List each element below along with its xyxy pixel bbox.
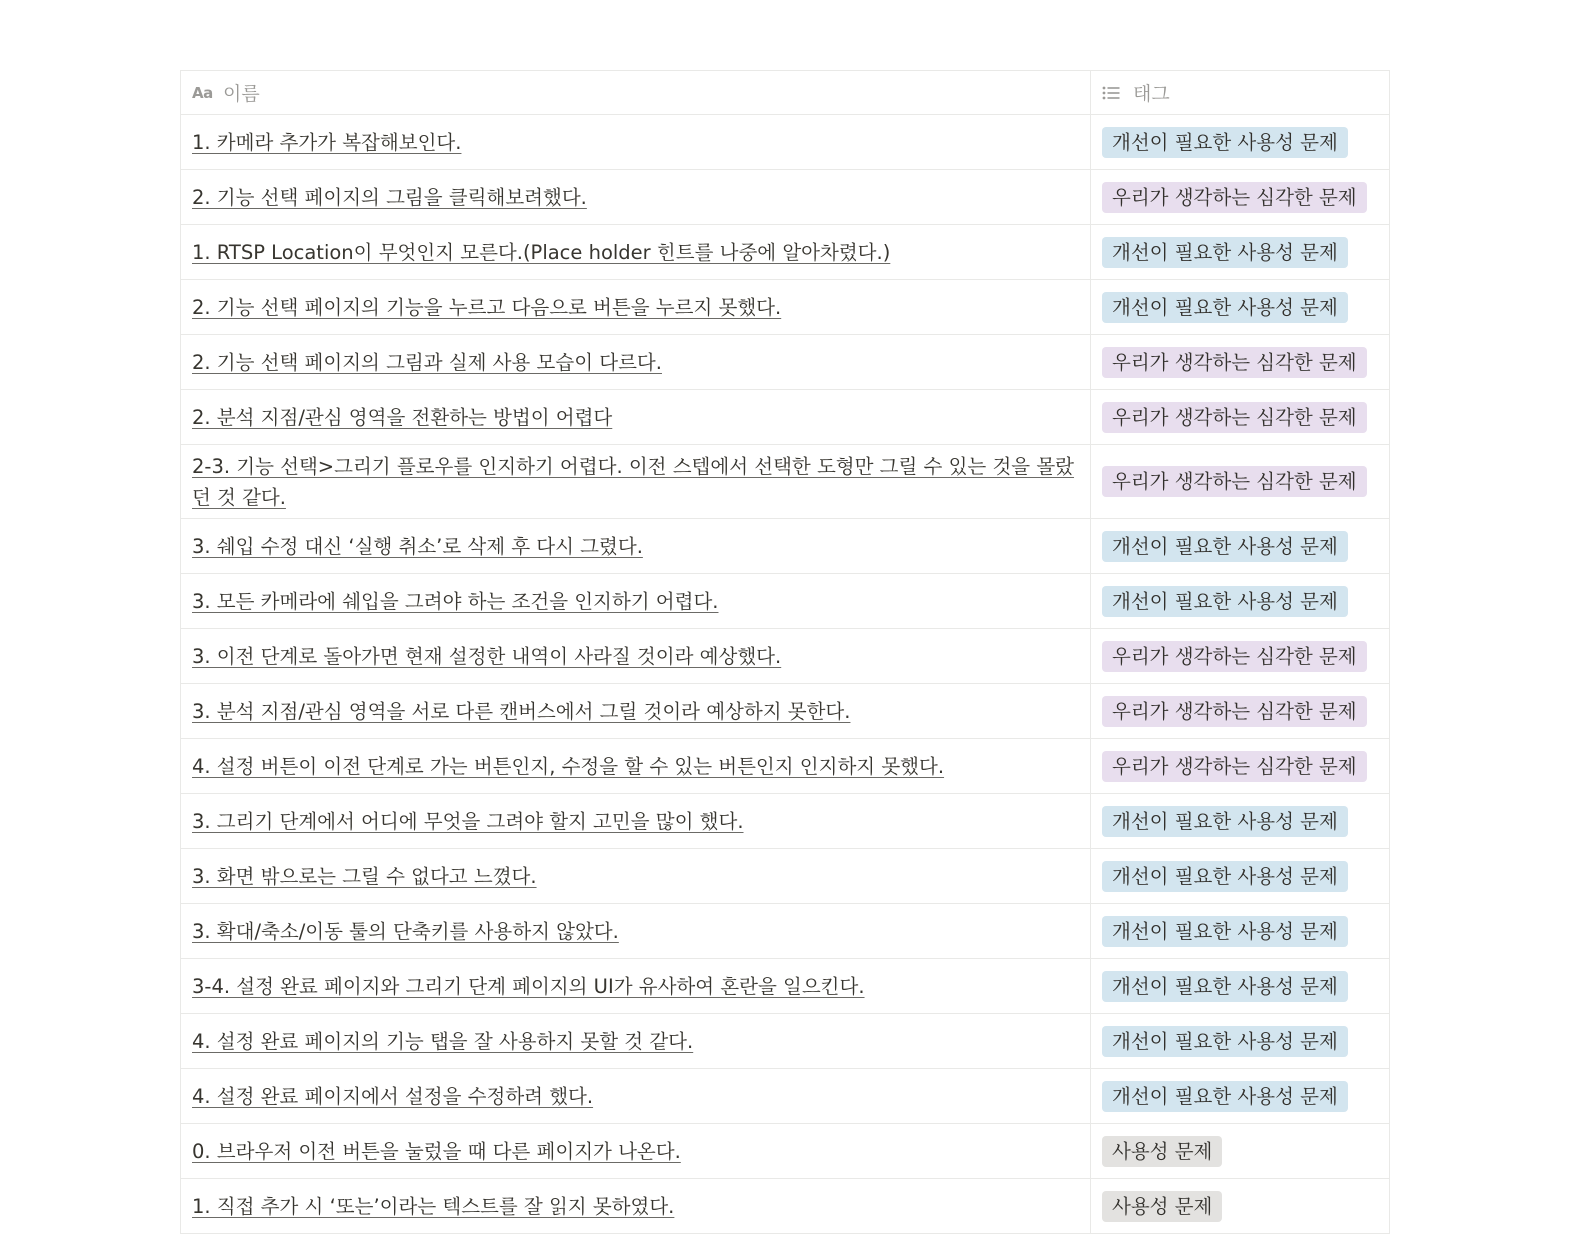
row-tag-cell[interactable] [1091,904,1387,958]
row-name-cell [181,794,1091,848]
tag-badge: 개선이 필요한 사용성 문제 [1102,806,1348,837]
tag-badge: 개선이 필요한 사용성 문제 [1102,237,1348,268]
row-title-link[interactable]: 3. 쉐입 수정 대신 ‘실행 취소’로 삭제 후 다시 그렸다. [192,534,643,558]
table-row[interactable] [181,684,1389,739]
row-name-cell [181,1179,1091,1233]
tag-badge: 개선이 필요한 사용성 문제 [1102,127,1348,158]
row-title-link[interactable]: 3. 그리기 단계에서 어디에 무엇을 그려야 할지 고민을 많이 했다. [192,809,744,833]
row-tag-cell[interactable] [1091,390,1387,444]
tag-badge: 우리가 생각하는 심각한 문제 [1102,696,1367,727]
tag-badge: 우리가 생각하는 심각한 문제 [1102,466,1367,497]
row-title-link[interactable]: 1. RTSP Location이 무엇인지 모른다.(Place holder 힌트를 나중에 알아차렸다.) [192,240,891,264]
table-row[interactable] [181,519,1389,574]
tag-badge: 개선이 필요한 사용성 문제 [1102,861,1348,892]
column-header-name-label: 이름 [223,83,260,105]
row-tag-cell[interactable] [1091,335,1387,389]
table-row[interactable] [181,849,1389,904]
row-title-link[interactable]: 3. 화면 밖으로는 그릴 수 없다고 느꼈다. [192,864,537,888]
row-title-link[interactable]: 3. 확대/축소/이동 툴의 단축키를 사용하지 않았다. [192,919,619,943]
tag-badge: 우리가 생각하는 심각한 문제 [1102,347,1367,378]
table-header-row [181,71,1389,115]
row-title-link[interactable]: 2-3. 기능 선택>그리기 플로우를 인지하기 어렵다. 이전 스텝에서 선택한 도형만 그릴 수 있는 것을 몰랐던 것 같다. [192,454,1075,509]
table-row[interactable] [181,390,1389,445]
row-title-link[interactable]: 3. 모든 카메라에 쉐입을 그려야 하는 조건을 인지하기 어렵다. [192,589,719,613]
row-tag-cell[interactable] [1091,1179,1387,1233]
row-name-cell [181,115,1091,169]
row-title-link[interactable]: 2. 분석 지점/관심 영역을 전환하는 방법이 어렵다 [192,405,613,429]
table-row[interactable] [181,225,1389,280]
column-header-tag-label: 태그 [1133,83,1170,105]
table-row[interactable] [181,1124,1389,1179]
table-row[interactable] [181,170,1389,225]
table-row[interactable] [181,1179,1389,1234]
tag-badge: 개선이 필요한 사용성 문제 [1102,292,1348,323]
table-row[interactable] [181,629,1389,684]
tag-badge: 개선이 필요한 사용성 문제 [1102,586,1348,617]
row-tag-cell[interactable] [1091,1124,1387,1178]
row-tag-cell[interactable] [1091,1069,1387,1123]
row-tag-cell[interactable] [1091,225,1387,279]
row-title-link[interactable]: 0. 브라우저 이전 버튼을 눌렀을 때 다른 페이지가 나온다. [192,1139,681,1163]
table-row[interactable] [181,574,1389,629]
table-row[interactable] [181,445,1389,519]
row-title-link[interactable]: 4. 설정 완료 페이지에서 설정을 수정하려 했다. [192,1084,594,1108]
table-row[interactable] [181,1014,1389,1069]
row-tag-cell[interactable] [1091,574,1387,628]
row-tag-cell[interactable] [1091,519,1387,573]
row-name-cell [181,1069,1091,1123]
row-title-link[interactable]: 2. 기능 선택 페이지의 기능을 누르고 다음으로 버튼을 누르지 못했다. [192,295,782,319]
row-title-link[interactable]: 1. 카메라 추가가 복잡해보인다. [192,130,462,154]
row-title-link[interactable]: 2. 기능 선택 페이지의 그림을 클릭해보려했다. [192,185,587,209]
table-row[interactable] [181,280,1389,335]
text-property-icon: Aa [192,83,213,102]
tag-badge: 우리가 생각하는 심각한 문제 [1102,402,1367,433]
table-body [181,115,1389,1234]
tag-badge: 개선이 필요한 사용성 문제 [1102,1081,1348,1112]
table-row[interactable] [181,794,1389,849]
row-tag-cell[interactable] [1091,115,1387,169]
tag-badge: 개선이 필요한 사용성 문제 [1102,916,1348,947]
row-title-link[interactable]: 3-4. 설정 완료 페이지와 그리기 단계 페이지의 UI가 유사하여 혼란을 일으킨다. [192,974,865,998]
column-header-tag[interactable] [1091,71,1387,114]
row-name-cell [181,225,1091,279]
row-name-cell [181,280,1091,334]
row-tag-cell[interactable] [1091,629,1387,683]
row-name-cell [181,519,1091,573]
row-title-link[interactable]: 4. 설정 버튼이 이전 단계로 가는 버튼인지, 수정을 할 수 있는 버튼인지 인지하지 못했다. [192,754,945,778]
row-name-cell [181,684,1091,738]
row-title-link[interactable]: 3. 분석 지점/관심 영역을 서로 다른 캔버스에서 그릴 것이라 예상하지 못한다. [192,699,851,723]
row-tag-cell[interactable] [1091,739,1387,793]
row-title-link[interactable]: 1. 직접 추가 시 ‘또는’이라는 텍스트를 잘 읽지 못하였다. [192,1194,675,1218]
row-tag-cell[interactable] [1091,1014,1387,1068]
row-tag-cell[interactable] [1091,959,1387,1013]
row-title-link[interactable]: 3. 이전 단계로 돌아가면 현재 설정한 내역이 사라질 것이라 예상했다. [192,644,782,668]
tag-badge: 사용성 문제 [1102,1191,1222,1222]
tag-badge: 우리가 생각하는 심각한 문제 [1102,641,1367,672]
row-name-cell [181,959,1091,1013]
row-name-cell [181,739,1091,793]
row-name-cell [181,170,1091,224]
table-row[interactable] [181,1069,1389,1124]
row-title-link[interactable]: 4. 설정 완료 페이지의 기능 탭을 잘 사용하지 못할 것 같다. [192,1029,694,1053]
row-tag-cell[interactable] [1091,794,1387,848]
row-name-cell [181,904,1091,958]
row-name-cell [181,335,1091,389]
multi-select-list-icon [1102,85,1124,101]
tag-badge: 사용성 문제 [1102,1136,1222,1167]
row-tag-cell[interactable] [1091,849,1387,903]
row-name-cell [181,445,1091,518]
table-row[interactable] [181,335,1389,390]
row-tag-cell[interactable] [1091,684,1387,738]
row-name-cell [181,629,1091,683]
row-name-cell [181,574,1091,628]
table-row[interactable] [181,904,1389,959]
table-row[interactable] [181,739,1389,794]
row-title-link[interactable]: 2. 기능 선택 페이지의 그림과 실제 사용 모습이 다르다. [192,350,662,374]
tag-badge: 개선이 필요한 사용성 문제 [1102,1026,1348,1057]
column-header-name[interactable] [181,71,1091,114]
table-row[interactable] [181,115,1389,170]
tag-badge: 우리가 생각하는 심각한 문제 [1102,182,1367,213]
tag-badge: 개선이 필요한 사용성 문제 [1102,971,1348,1002]
row-tag-cell[interactable] [1091,170,1387,224]
row-tag-cell[interactable] [1091,445,1387,518]
row-name-cell [181,849,1091,903]
row-name-cell [181,1014,1091,1068]
row-name-cell [181,1124,1091,1178]
database-table [180,70,1390,1234]
row-name-cell [181,390,1091,444]
tag-badge: 개선이 필요한 사용성 문제 [1102,531,1348,562]
row-tag-cell[interactable] [1091,280,1387,334]
table-row[interactable] [181,959,1389,1014]
tag-badge: 우리가 생각하는 심각한 문제 [1102,751,1367,782]
